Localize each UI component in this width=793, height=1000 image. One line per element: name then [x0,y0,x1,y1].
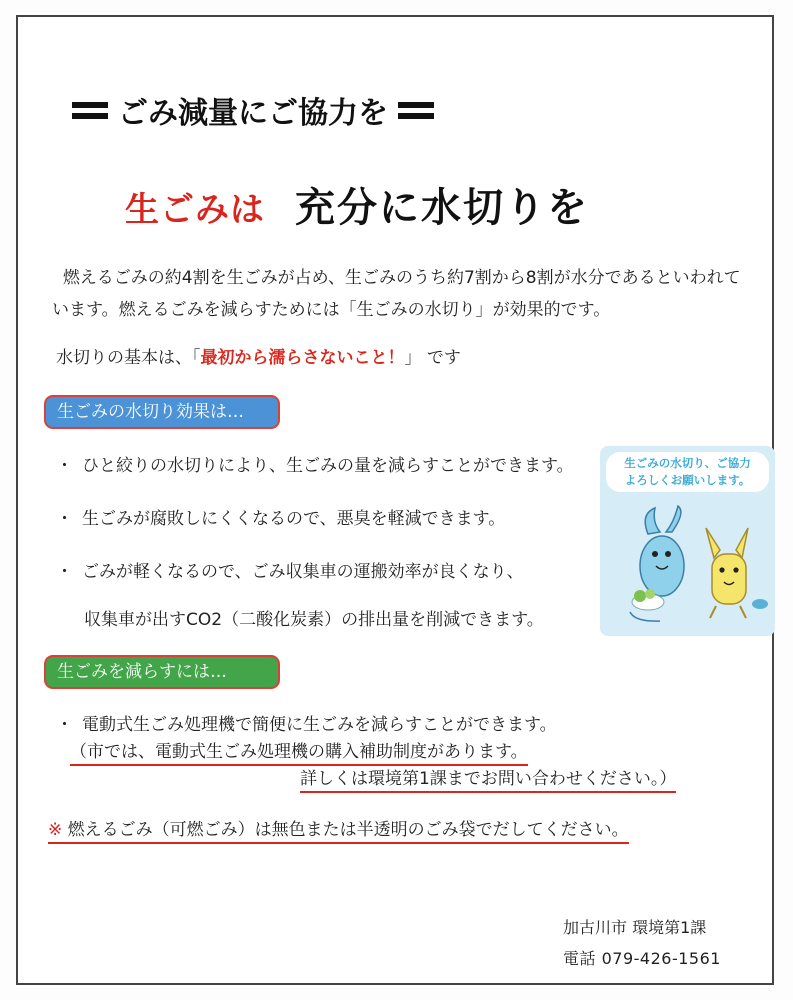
bullet: ・ [56,562,73,582]
left-bars-decoration [72,102,108,119]
signature-office: 加古川市 環境第1課 [563,918,707,937]
section1-item-3 [56,557,524,582]
bullet: ・ [56,509,73,529]
basic-before: 水切りの基本は、「 [56,348,201,368]
page-title-row [62,88,444,132]
contact-line [300,764,676,789]
subtitle-red: 生ごみは [125,190,265,230]
note-mark: ※ [48,820,63,840]
subtitle-black: 充分に水切りを [295,185,589,231]
section2-item [56,710,557,735]
note-line [48,815,629,840]
basic-line [56,343,461,368]
section1-item-2 [56,504,505,529]
bubble-line-2: よろしくお願いします。 [624,473,751,487]
subtitle-row [125,176,589,233]
basic-after: 」 です [404,348,461,368]
subsidy-text: （市では、電動式生ごみ処理機の購入補助制度があります。 [70,742,528,766]
section1-label: 生ごみの水切り効果は… [46,397,278,427]
contact-text: 詳しくは環境第1課までお問い合わせください。） [300,769,676,793]
section2-item-text: 電動式生ごみ処理機で簡便に生ごみを減らすことができます。 [82,715,557,735]
section2-label: 生ごみを減らすには… [46,657,278,687]
page-title: ごみ減量にご協力を [118,96,388,131]
mascot-illustration [600,446,775,636]
section1-item-3-continuation: 収集車が出すCO2（二酸化炭素）の排出量を削減できます。 [84,610,544,630]
bullet: ・ [56,456,73,476]
section1-item-1-text: ひと絞りの水切りにより、生ごみの量を減らすことができます。 [82,456,574,476]
bubble-line-1: 生ごみの水切り、ご協力 [624,456,751,470]
subsidy-line [70,737,528,762]
basic-highlight: 最初から濡らさないこと！ [200,348,405,368]
intro-text: 燃えるごみの約4割を生ごみが占め、生ごみのうち約7割から8割が水分であるといわれています。燃えるごみを減らすためには「生ごみの水切り」が効果的です。 [52,268,741,320]
right-bars-decoration [398,102,434,119]
bullet: ・ [56,715,73,735]
section1-item-1 [56,451,574,476]
section1-item-2-text: 生ごみが腐敗しにくくなるので、悪臭を軽減できます。 [82,509,506,529]
note-text: 燃えるごみ（可燃ごみ）は無色または半透明のごみ袋でだしてください。 [67,820,629,840]
intro-paragraph [52,262,742,326]
mascot-drawing [600,446,775,636]
signature-phone: 電話 079-426-1561 [563,949,721,968]
note-underlined [48,820,629,844]
section1-item-3-text: ごみが軽くなるので、ごみ収集車の運搬効率が良くなり、 [82,562,524,582]
